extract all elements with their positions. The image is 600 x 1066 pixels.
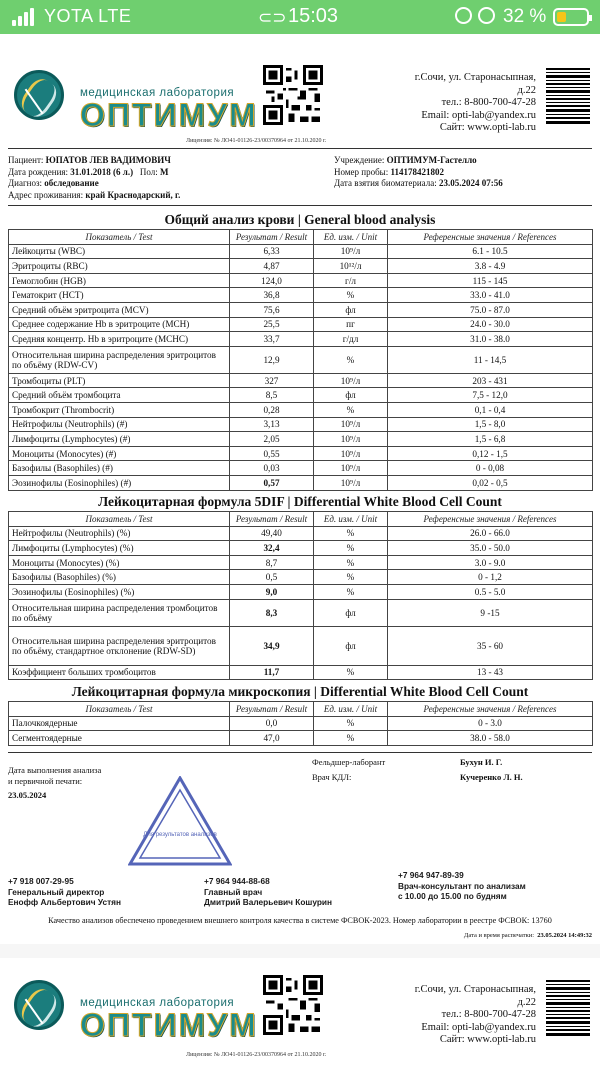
quality-note: Качество анализов обеспечено проведением внешнего контроля качества в системе ФСВОК-2023. Номер лаборатории в реестре ФСВОК: 13760: [48, 916, 552, 925]
cell-ref: 35 - 60: [388, 626, 593, 665]
cell-result: 11,7: [230, 665, 314, 680]
qr-code-icon: [262, 974, 322, 1034]
address-line: д.22: [517, 996, 536, 1008]
table-row: [9, 584, 593, 599]
cell-ref: 203 - 431: [388, 373, 593, 388]
contact-director: [8, 876, 121, 908]
cell-ref: 0,12 - 1,5: [388, 446, 593, 461]
column-header: Ед. изм. / Unit: [314, 230, 388, 245]
table-row: [9, 244, 593, 259]
website-line: Сайт: www.opti-lab.ru: [439, 122, 536, 133]
clock: 15:03: [288, 5, 339, 27]
cell-name: Нейтрофилы (Neutrophils) (%): [9, 526, 230, 541]
cell-unit: г/л: [314, 273, 388, 288]
cell-ref: 115 - 145: [388, 273, 593, 288]
table-row: [9, 288, 593, 303]
license-text: Лицензия: № ЛО41-01126-23/00370964 от 21.10.2020 г.: [186, 138, 327, 144]
table-row: [9, 432, 593, 447]
doctor-name-text: Кучеренко Л. Н.: [460, 772, 523, 782]
cell-unit: %: [314, 665, 388, 680]
cell-ref: 24.0 - 30.0: [388, 317, 593, 332]
cell-unit: фл: [314, 388, 388, 403]
lab-report-next-page: [0, 958, 600, 1066]
label: Пациент:: [8, 155, 44, 165]
phone: +7 964 944-88-68: [204, 876, 270, 886]
table-row: [9, 317, 593, 332]
cell-result: 47,0: [230, 731, 314, 746]
section-title-microscopy: Лейкоцитарная формула микроскопия | Differential White Blood Cell Count: [71, 684, 529, 699]
cell-ref: 1,5 - 6,8: [388, 432, 593, 447]
cell-ref: 26.0 - 66.0: [388, 526, 593, 541]
feldsher-name: [460, 757, 502, 768]
column-header: Референсные значения / References: [388, 702, 593, 717]
cell-unit: 10⁹/л: [314, 432, 388, 447]
table-row: [9, 446, 593, 461]
table-row: [9, 402, 593, 417]
cell-name: Моноциты (Monocytes) (%): [9, 555, 230, 570]
cell-ref: 1,5 - 8,0: [388, 417, 593, 432]
patient-info: [8, 155, 328, 201]
name: Енофф Альбертович Устян: [8, 897, 122, 907]
link-icon: ⊂⊃: [258, 8, 287, 27]
cell-name: Базофилы (Basophiles) (%): [9, 570, 230, 585]
cell-name: Средний объём эритроцита (MCV): [9, 302, 230, 317]
cell-ref: 11 - 14,5: [388, 346, 593, 373]
cell-ref: 0,1 - 0,4: [388, 402, 593, 417]
birth-date: 31.01.2018 (6 л.): [70, 166, 134, 177]
divider: [8, 752, 592, 753]
cell-ref: 9 -15: [388, 599, 593, 626]
feldsher-name-text: Бухун И. Г.: [460, 757, 503, 767]
cell-result: 36,8: [230, 288, 314, 303]
cell-name: Среднее содержание Hb в эритроците (MCH): [9, 317, 230, 332]
doctor-name: [460, 772, 523, 783]
label: Пол:: [139, 166, 158, 177]
cell-result: 327: [230, 373, 314, 388]
cell-ref: 35.0 - 50.0: [388, 541, 593, 556]
sample-number: 114178421802: [390, 166, 444, 177]
status-bar: [0, 0, 600, 34]
cell-result: 8,5: [230, 388, 314, 403]
cell-result: 0,03: [230, 461, 314, 476]
cell-result: 32,4: [230, 541, 314, 556]
cell-name: Относительная ширина распределения эритроцитов по объёму, стандартное отклонение (RDW-SD): [9, 626, 230, 665]
cell-unit: %: [314, 402, 388, 417]
cell-result: 6,33: [230, 244, 314, 259]
cell-ref: 0 - 0,08: [388, 461, 593, 476]
hours: с 10.00 до 15.00 по будням: [398, 891, 507, 901]
diagnosis: обследование: [44, 178, 99, 188]
cell-result: 0,5: [230, 570, 314, 585]
cell-unit: %: [314, 541, 388, 556]
email-line: Email: opti-lab@yandex.ru: [421, 109, 536, 121]
cell-unit: фл: [314, 599, 388, 626]
cell-ref: 31.0 - 38.0: [388, 332, 593, 347]
cell-unit: %: [314, 288, 388, 303]
lab-report-page: [0, 34, 600, 944]
table-row: [9, 461, 593, 476]
home-address: край Краснодарский, г.: [85, 189, 181, 200]
column-header: Референсные значения / References: [388, 512, 593, 527]
table-header-row: [9, 702, 593, 717]
cell-unit: %: [314, 526, 388, 541]
cell-ref: 33.0 - 41.0: [388, 288, 593, 303]
table-row: [9, 475, 593, 490]
brand-subtitle: медицинская лаборатория: [80, 87, 235, 99]
label: Номер пробы:: [334, 166, 389, 177]
column-header: Результат / Result: [230, 512, 314, 527]
cell-name: Средний объём тромбоцита: [9, 388, 230, 403]
brand-subtitle: медицинская лаборатория: [80, 997, 235, 1009]
label: Учреждение:: [334, 155, 385, 165]
cell-ref: 0 - 1,2: [388, 570, 593, 585]
cell-name: Лимфоциты (Lymphocytes) (%): [9, 541, 230, 556]
battery-icon: [553, 8, 589, 26]
sample-date: 23.05.2024 07:56: [438, 178, 503, 188]
cell-unit: %: [314, 570, 388, 585]
table-row: [9, 388, 593, 403]
sample-info: [334, 155, 594, 190]
lab-address: [370, 72, 536, 135]
cell-name: Эритроциты (RBC): [9, 259, 230, 274]
table-row: [9, 373, 593, 388]
cell-ref: 7,5 - 12,0: [388, 388, 593, 403]
cell-result: 34,9: [230, 626, 314, 665]
contact-consultant: [398, 870, 526, 902]
doctor-label: Врач КДЛ:: [312, 772, 352, 782]
cell-result: 0,55: [230, 446, 314, 461]
cbc-table: [8, 229, 593, 491]
cell-name: Моноциты (Monocytes) (#): [9, 446, 230, 461]
cell-unit: 10⁹/л: [314, 244, 388, 259]
cell-ref: 0,02 - 0,5: [388, 475, 593, 490]
brand-title: ОПТИМУМ: [80, 1007, 258, 1043]
cell-result: 12,9: [230, 346, 314, 373]
section-title-5dif: Лейкоцитарная формула 5DIF | Differential White Blood Cell Count: [98, 494, 502, 509]
signal-icon: [12, 8, 36, 26]
address-line: г.Сочи, ул. Старонасыпная,: [414, 72, 536, 83]
cell-result: 124,0: [230, 273, 314, 288]
cell-name: Нейтрофилы (Neutrophils) (#): [9, 417, 230, 432]
cell-name: Лейкоциты (WBC): [9, 244, 230, 259]
table-row: [9, 346, 593, 373]
print-label: Дата и время распечатки:: [463, 932, 535, 939]
section-title-cbc: Общий анализ крови | General blood analysis: [164, 212, 436, 227]
cell-result: 0,0: [230, 716, 314, 731]
label: Дата взятия биоматериала:: [334, 178, 437, 188]
cell-unit: 10⁹/л: [314, 446, 388, 461]
address-line: д.22: [517, 84, 536, 96]
license-text: Лицензия: № ЛО41-01126-23/00370964 от 21.10.2020 г.: [186, 1052, 327, 1058]
rotation-lock-icon: [455, 7, 472, 24]
cell-name: Лимфоциты (Lymphocytes) (#): [9, 432, 230, 447]
cell-ref: 0 - 3.0: [388, 716, 593, 731]
cell-result: 75,6: [230, 302, 314, 317]
cell-unit: фл: [314, 626, 388, 665]
table-row: [9, 716, 593, 731]
cell-name: Гематокрит (HCT): [9, 288, 230, 303]
cell-result: 0,28: [230, 402, 314, 417]
lab-logo-icon: [14, 980, 64, 1030]
cell-name: Относительная ширина распределения эритроцитов по объёму (RDW-CV): [9, 346, 230, 373]
table-row: [9, 259, 593, 274]
sex: М: [159, 166, 169, 177]
cell-result: 33,7: [230, 332, 314, 347]
analysis-date: 23.05.2024: [8, 790, 47, 800]
website-line: Сайт: www.opti-lab.ru: [439, 1034, 536, 1045]
lab-stamp-icon: [128, 776, 232, 868]
barcode-icon: [546, 980, 590, 1036]
cell-unit: 10⁹/л: [314, 461, 388, 476]
cell-result: 49,40: [230, 526, 314, 541]
cell-result: 0,57: [230, 475, 314, 490]
cell-unit: 10⁹/л: [314, 475, 388, 490]
cell-name: Средняя концентр. Hb в эритроците (MCHC): [9, 332, 230, 347]
cell-ref: 13 - 43: [388, 665, 593, 680]
cell-unit: %: [314, 716, 388, 731]
print-date: [464, 932, 592, 939]
table-row: [9, 302, 593, 317]
table-row: [9, 526, 593, 541]
cell-ref: 3.0 - 9.0: [388, 555, 593, 570]
table-row: [9, 626, 593, 665]
cell-unit: %: [314, 731, 388, 746]
divider: [8, 148, 592, 149]
cell-name: Базофилы (Basophiles) (#): [9, 461, 230, 476]
feldsher-label: Фельдшер-лаборант: [312, 757, 386, 767]
table-header-row: [9, 512, 593, 527]
cell-ref: 75.0 - 87.0: [388, 302, 593, 317]
column-header: Ед. изм. / Unit: [314, 512, 388, 527]
role: Главный врач: [204, 886, 263, 897]
brand-title: ОПТИМУМ: [80, 97, 258, 133]
cell-unit: г/дл: [314, 332, 388, 347]
date-label: и первичной печати:: [8, 776, 83, 786]
cell-name: Тромбоциты (PLT): [9, 373, 230, 388]
phone-line: тел.: 8-800-700-47-28: [441, 97, 536, 108]
table-row: [9, 665, 593, 680]
cell-result: 8,3: [230, 599, 314, 626]
divider: [8, 205, 592, 206]
phone: +7 964 947-89-39: [398, 870, 464, 880]
table-row: [9, 273, 593, 288]
role: Генеральный директор: [8, 886, 105, 897]
qr-code-icon: [262, 64, 322, 124]
cell-name: Сегментоядерные: [9, 731, 230, 746]
analysis-date-block: [8, 765, 101, 801]
battery-percent: 32 %: [503, 6, 547, 27]
email-line: Email: opti-lab@yandex.ru: [421, 1021, 536, 1033]
table-row: [9, 541, 593, 556]
phone-line: тел.: 8-800-700-47-28: [441, 1009, 536, 1020]
microscopy-table: [8, 701, 593, 746]
lab-logo-icon: [14, 70, 64, 120]
cell-unit: 10⁹/л: [314, 417, 388, 432]
label: Дата рождения:: [8, 166, 69, 177]
name: Дмитрий Валерьевич Кошурин: [204, 897, 333, 907]
table-row: [9, 555, 593, 570]
print-datetime: 23.05.2024 14:49:32: [537, 932, 592, 939]
cell-name: Относительная ширина распределения тромбоцитов по объёму: [9, 599, 230, 626]
table-header-row: [9, 230, 593, 245]
label: Диагноз:: [8, 178, 43, 188]
cell-name: Коэффициент больших тромбоцитов: [9, 665, 230, 680]
institution: ОПТИМУМ-Гастелло: [386, 155, 477, 165]
cell-name: Тромбокрит (Thrombocrit): [9, 402, 230, 417]
cell-unit: 10⁹/л: [314, 373, 388, 388]
column-header: Показатель / Test: [9, 512, 230, 527]
cell-unit: фл: [314, 302, 388, 317]
cell-ref: 38.0 - 58.0: [388, 731, 593, 746]
table-row: [9, 417, 593, 432]
cell-result: 2,05: [230, 432, 314, 447]
phone: +7 918 007-29-95: [8, 876, 74, 886]
patient-name: ЮПАТОВ ЛЕВ ВАДИМОВИЧ: [45, 155, 171, 165]
cell-unit: пг: [314, 317, 388, 332]
lab-address: [370, 984, 536, 1047]
table-row: [9, 599, 593, 626]
barcode-icon: [546, 68, 590, 124]
cell-unit: %: [314, 584, 388, 599]
cell-result: 4,87: [230, 259, 314, 274]
table-row: [9, 731, 593, 746]
cell-ref: 6.1 - 10.5: [388, 244, 593, 259]
cell-name: Гемоглобин (HGB): [9, 273, 230, 288]
cell-unit: %: [314, 346, 388, 373]
table-row: [9, 570, 593, 585]
column-header: Результат / Result: [230, 230, 314, 245]
cell-name: Эозинофилы (Eosinophiles) (#): [9, 475, 230, 490]
column-header: Референсные значения / References: [388, 230, 593, 245]
column-header: Показатель / Test: [9, 230, 230, 245]
cell-result: 8,7: [230, 555, 314, 570]
role: Врач-консультант по анализам: [398, 880, 526, 891]
cell-name: Эозинофилы (Eosinophiles) (%): [9, 584, 230, 599]
cell-ref: 0.5 - 5.0: [388, 584, 593, 599]
cell-unit: %: [314, 555, 388, 570]
column-header: Показатель / Test: [9, 702, 230, 717]
column-header: Результат / Result: [230, 702, 314, 717]
table-row: [9, 332, 593, 347]
cell-result: 25,5: [230, 317, 314, 332]
address-line: г.Сочи, ул. Старонасыпная,: [414, 984, 536, 995]
cell-result: 9,0: [230, 584, 314, 599]
carrier-label: YOTA LTE: [44, 6, 132, 26]
cell-name: Палочкоядерные: [9, 716, 230, 731]
column-header: Ед. изм. / Unit: [314, 702, 388, 717]
cell-result: 3,13: [230, 417, 314, 432]
cell-unit: 10¹²/л: [314, 259, 388, 274]
label: Адрес проживания:: [8, 189, 84, 200]
differential-table: [8, 511, 593, 680]
cell-ref: 3.8 - 4.9: [388, 259, 593, 274]
alarm-icon: [478, 7, 495, 24]
date-label: Дата выполнения анализа: [8, 765, 102, 775]
stamp-text: Для результатов анализов: [143, 832, 217, 838]
contact-chief-doctor: [204, 876, 332, 908]
